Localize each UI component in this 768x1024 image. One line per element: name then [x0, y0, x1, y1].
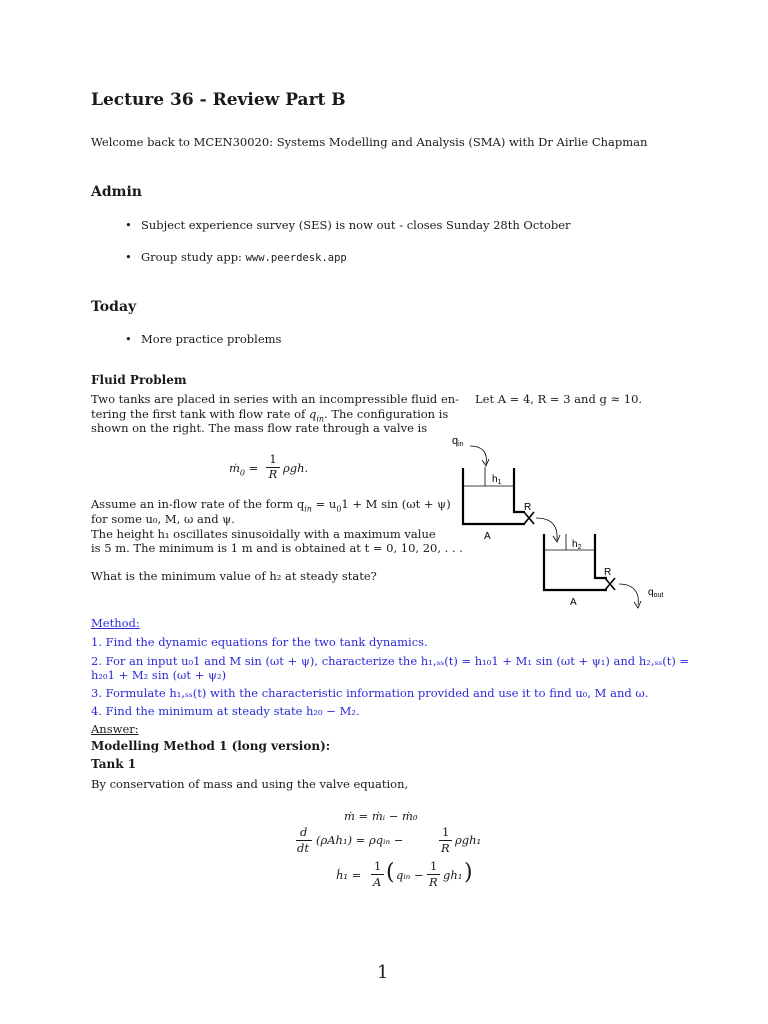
- a2-label: A: [570, 597, 577, 608]
- parameters-text: Let A = 4, R = 3 and g ≈ 10.: [475, 392, 643, 406]
- outflow-arrowhead: [634, 601, 641, 608]
- page-number: 1: [377, 962, 389, 983]
- h2-label: $h_2$: [572, 539, 582, 551]
- fluid-problem-text-line-2: tering the first tank with flow rate of $q_{in}$. The configuration is: [91, 407, 449, 424]
- method-step-1: 1. Find the dynamic equations for the two tank dynamics.: [91, 635, 428, 649]
- h1-label: $h_1$: [492, 474, 502, 486]
- height-derivative-equation: ḣ₁ = 1 A ( qᵢₙ − 1 R gh₁ ): [336, 859, 473, 889]
- method-step-3: 3. Formulate h₁,ₛₛ(t) with the characteristic information provided and use it to find u₀, M and ω.: [91, 686, 649, 700]
- q-in-label: qin: [452, 435, 464, 448]
- conservation-intro: By conservation of mass and using the valve equation,: [91, 777, 409, 791]
- fluid-problem-text-line-3: shown on the right. The mass flow rate through a valve is: [91, 421, 428, 435]
- fluid-problem-text-line-1: Two tanks are placed in series with an incompressible fluid en-: [91, 392, 460, 406]
- welcome-text: Welcome back to MCEN30020: Systems Modelling and Analysis (SMA) with Dr Airlie Chapman: [91, 135, 648, 149]
- admin-heading: Admin: [91, 184, 142, 200]
- tank-1-heading: Tank 1: [91, 757, 137, 771]
- modelling-method-heading: Modelling Method 1 (long version):: [91, 739, 331, 753]
- height-rate-equation: d dt (ρAh₁) = ρqᵢₙ − 1 R ρgh₁: [297, 825, 482, 855]
- two-tank-diagram: [440, 430, 690, 615]
- q-out-label: $q_{out}$: [648, 587, 664, 599]
- today-heading: Today: [91, 299, 137, 315]
- mass-balance-equation: ṁ = ṁᵢ − ṁ₀: [344, 809, 418, 823]
- eq1-lhs: ṁ$_0$ =: [229, 461, 259, 478]
- assume-text-line-2: for some u₀, M, ω and ψ.: [91, 512, 235, 526]
- admin-item-app-label: Group study app:: [141, 250, 246, 264]
- valve-2-icon: [605, 578, 615, 590]
- valve-1-icon: [524, 512, 534, 524]
- a1-label: A: [484, 531, 491, 542]
- method-step-4: 4. Find the minimum at steady state h₂₀ − M₂.: [91, 704, 360, 718]
- answer-heading: Answer:: [91, 722, 139, 736]
- question-text: What is the minimum value of h₂ at steady state?: [91, 569, 377, 583]
- assume-text-line-3: The height h₁ oscillates sinusoidally with a maximum value: [91, 527, 436, 541]
- outflow-arrow: [619, 584, 638, 605]
- method-step-2: 2. For an input u₀1 and M sin (ωt + ψ), characterize the h₁,ₛₛ(t) = h₁₀1 + M₁ sin (ωt + ψ₁) and h₂,ₛₛ(t) =: [91, 654, 690, 668]
- today-item-practice: • More practice problems: [141, 332, 281, 346]
- app-url-link[interactable]: www.peerdesk.app: [245, 252, 347, 264]
- inflow-arrow: [470, 446, 486, 464]
- admin-item-survey: • Subject experience survey (SES) is now out - closes Sunday 28th October: [141, 218, 571, 232]
- r2-label: R: [604, 567, 612, 578]
- fluid-problem-heading: Fluid Problem: [91, 373, 187, 387]
- admin-item-app: [141, 250, 347, 264]
- document-page: Lecture 36 - Review Part B Welcome back to MCEN30020: Systems Modelling and Analysis (SMA) with Dr Airlie Chapman Admin • Subject experience survey (SES) is now out - closes Sunday 28th October • Group study app: www.peerdesk.app Today • More practice problems Fluid Problem Two tanks are placed in series with an incompressible fluid en- tering the first tank with flow rate of $q_{in}$. The configuration is shown on the right. The mass flow rate through a valve is ṁ$_0$ = 1 R ρgh. Assume an in-flow rate of the form $q_{in} = u_01 + M$ sin (ωt + ψ) for some u₀, M, ω and ψ. The height h₁ oscillates sinusoidally with a maximum value is 5 m. The minimum is 1 m and is obtained at t = 0, 10, 20, . . . What is the minimum value of h₂ at steady state? Let A = 4, R = 3 and g ≈ 10. qin $h_1$ R A $h_2$ R A $q_{out}$ Method: 1. Find the dynamic equations for the two tank dynamics. 2. For an input u₀1 and M sin (ωt + ψ), characterize the h₁,ₛₛ(t) = h₁₀1 + M₁ sin (ωt + ψ₁) and h₂,ₛₛ(t) = h₂₀1 + M₂ sin (ωt + ψ₂) 3. Formulate h₁,ₛₛ(t) with the characteristic information provided and use it to find u₀, M and ω. 4. Find the minimum at steady state h₂₀ − M₂. Answer: Modelling Method 1 (long version): Tank 1 By conservation of mass and using the valve equation, ṁ = ṁᵢ − ṁ₀ d dt (ρAh₁) = ρqᵢₙ − 1 R ρgh₁ ḣ₁ = 1 A ( qᵢₙ − 1 R gh₁ ) 1: [0, 0, 768, 1024]
- transfer-arrowhead: [553, 535, 560, 542]
- r1-label: R: [524, 502, 532, 513]
- assume-text-line-1: Assume an in-flow rate of the form $q_{in} = u_01 + M$ sin (ωt + ψ): [91, 497, 451, 514]
- assume-text-line-4: is 5 m. The minimum is 1 m and is obtained at t = 0, 10, 20, . . .: [91, 541, 463, 555]
- method-step-2-cont: h₂₀1 + M₂ sin (ωt + ψ₂): [91, 668, 227, 682]
- page-title: Lecture 36 - Review Part B: [91, 90, 346, 110]
- method-heading: Method:: [91, 616, 140, 630]
- inflow-arrowhead: [482, 459, 489, 466]
